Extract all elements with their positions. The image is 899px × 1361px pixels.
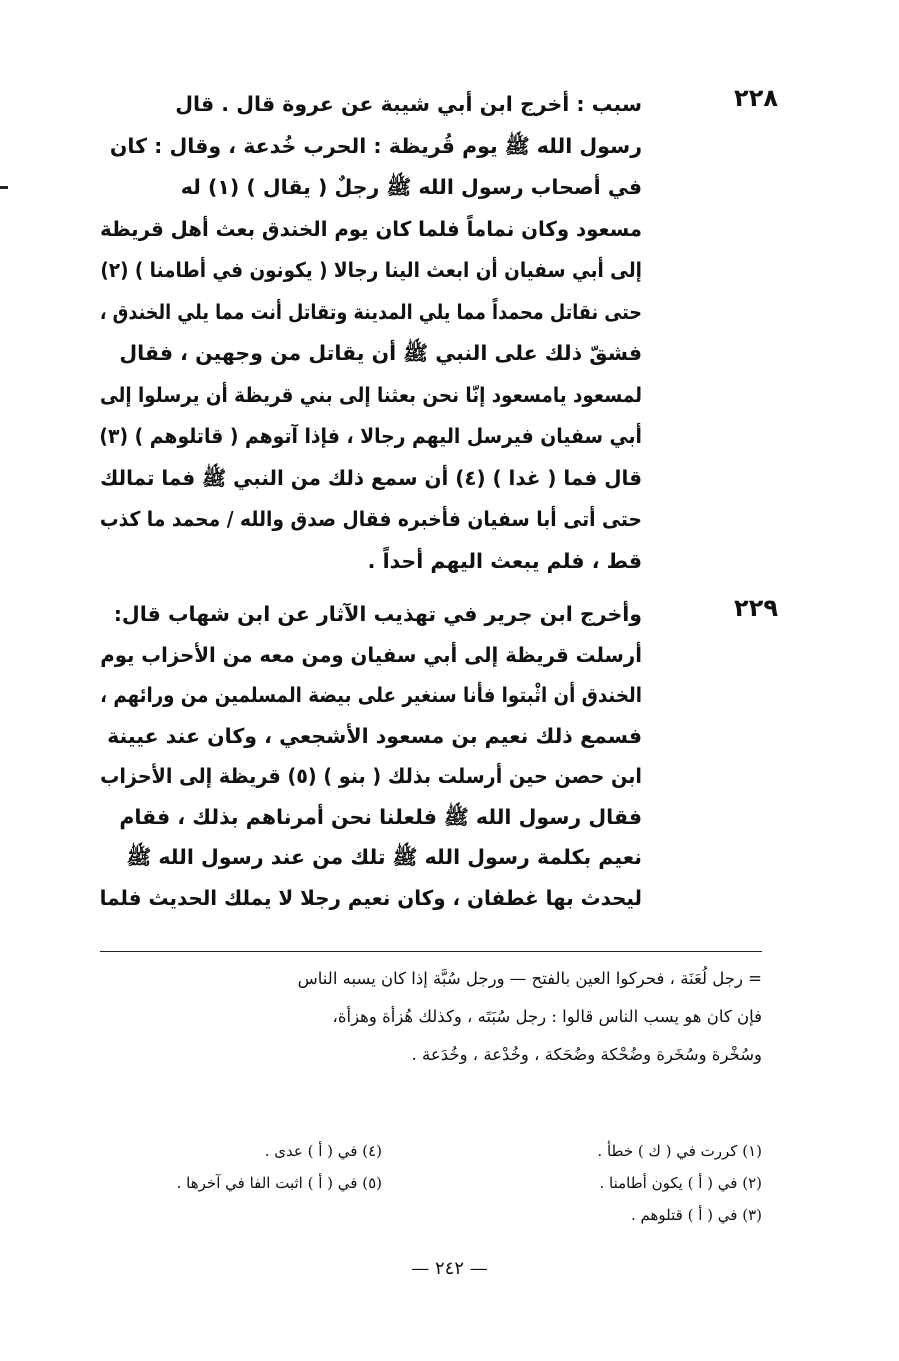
text-line: في أصحاب رسول الله ﷺ رجلٌ ( يقال ) (١) له — [180, 175, 642, 199]
text-line: قط ، فلم يبعث اليهم أحداً . — [367, 548, 642, 573]
footnote-1: (١) كررت في ( ك ) خطأ . — [597, 1142, 762, 1160]
text-line: رسول الله ﷺ يوم قُريظة : الحرب خُدعة ، وقال : كان — [109, 133, 642, 158]
text-line: الخندق أن اثْبتوا فأنا سنغير على بيضة المسلمين من ورائهم ، — [100, 683, 642, 707]
note-line: فإن كان هو يسب الناس قالوا : رجل سُبَتَه ، وكذلك هُزأة وهزأة، — [332, 1007, 762, 1026]
text-line: حتى أتى أبا سفيان فأخبره فقال صدق والله / محمد ما كذب — [99, 507, 642, 531]
entry-number: ٢٢٨ — [734, 84, 778, 112]
footnote-divider — [100, 951, 762, 952]
text-line: حتى نقاتل محمداً مما يلي المدينة وتقاتل أنت مما يلي الخندق ، — [99, 299, 643, 324]
text-line: قال فما ( غدا ) (٤) أن سمع ذلك من النبي ﷺ فما تمالك — [100, 465, 642, 490]
footnote-4: (٤) في ( أ ) عدى . — [264, 1142, 382, 1160]
text-line: فسمع ذلك نعيم بن مسعود الأشجعي ، وكان عند عيينة — [107, 723, 642, 748]
text-line: أرسلت قريظة إلى أبي سفيان ومن معه من الأحزاب يوم — [100, 642, 642, 667]
page-number: — ٢٤٢ — — [411, 1258, 488, 1279]
text-line: أبي سفيان فيرسل اليهم رجالا ، فإذا آتوهم ( قاتلوهم ) (٣) — [99, 424, 643, 448]
footnote-2: (٢) في ( أ ) يكون أطامنا . — [599, 1174, 762, 1192]
entry-number: ٢٢٩ — [734, 594, 778, 622]
text-line: سبب : أخرج ابن أبي شيبة عن عروة قال . قال — [175, 92, 642, 116]
text-line: فقال رسول الله ﷺ فلعلنا نحن أمرناهم بذلك ، فقام — [119, 804, 642, 829]
footnotes-column-right — [502, 1135, 762, 1231]
footnote-3: (٣) في ( أ ) قتلوهم . — [631, 1206, 762, 1224]
footnotes-column-left — [112, 1135, 382, 1199]
entry-text — [100, 84, 642, 582]
text-line: نعيم بكلمة رسول الله ﷺ تلك من عند رسول الله ﷺ — [126, 845, 642, 869]
text-line: ابن حصن حين أرسلت بذلك ( بنو ) (٥) قريظة إلى الأحزاب — [100, 764, 642, 788]
footnote-5: (٥) في ( أ ) اثبت الفا في آخرها . — [176, 1174, 382, 1192]
text-line: وأخرج ابن جرير في تهذيب الآثار عن ابن شهاب قال: — [113, 602, 642, 626]
entry-text — [100, 594, 642, 918]
text-line: إلى أبي سفيان أن ابعث الينا رجالا ( يكونون في أطامنا ) (٢) — [100, 258, 642, 282]
text-line: مسعود وكان نماماً فلما كان يوم الخندق بعث أهل قريظة — [99, 216, 643, 241]
scan-edge-mark — [0, 186, 8, 189]
text-line: لمسعود يامسعود إنّا نحن بعثنا إلى بني قريظة أن يرسلوا إلى — [99, 382, 642, 407]
note-line: = رجل لُعَنَة ، فحركوا العين بالفتح — ورجل سُبَّة إذا كان يسبه الناس — [297, 969, 762, 988]
continued-footnote — [100, 960, 762, 1074]
text-line: ليحدث بها غطفان ، وكان نعيم رجلا لا يملك الحديث فلما — [99, 885, 642, 910]
text-line: فشقّ ذلك على النبي ﷺ أن يقاتل من وجهين ، فقال — [119, 341, 642, 365]
note-line: وسُخْرة وسُخَرة وضُحْكة وضُحَكة ، وخُدْعة ، وخُدَعة . — [411, 1045, 762, 1064]
